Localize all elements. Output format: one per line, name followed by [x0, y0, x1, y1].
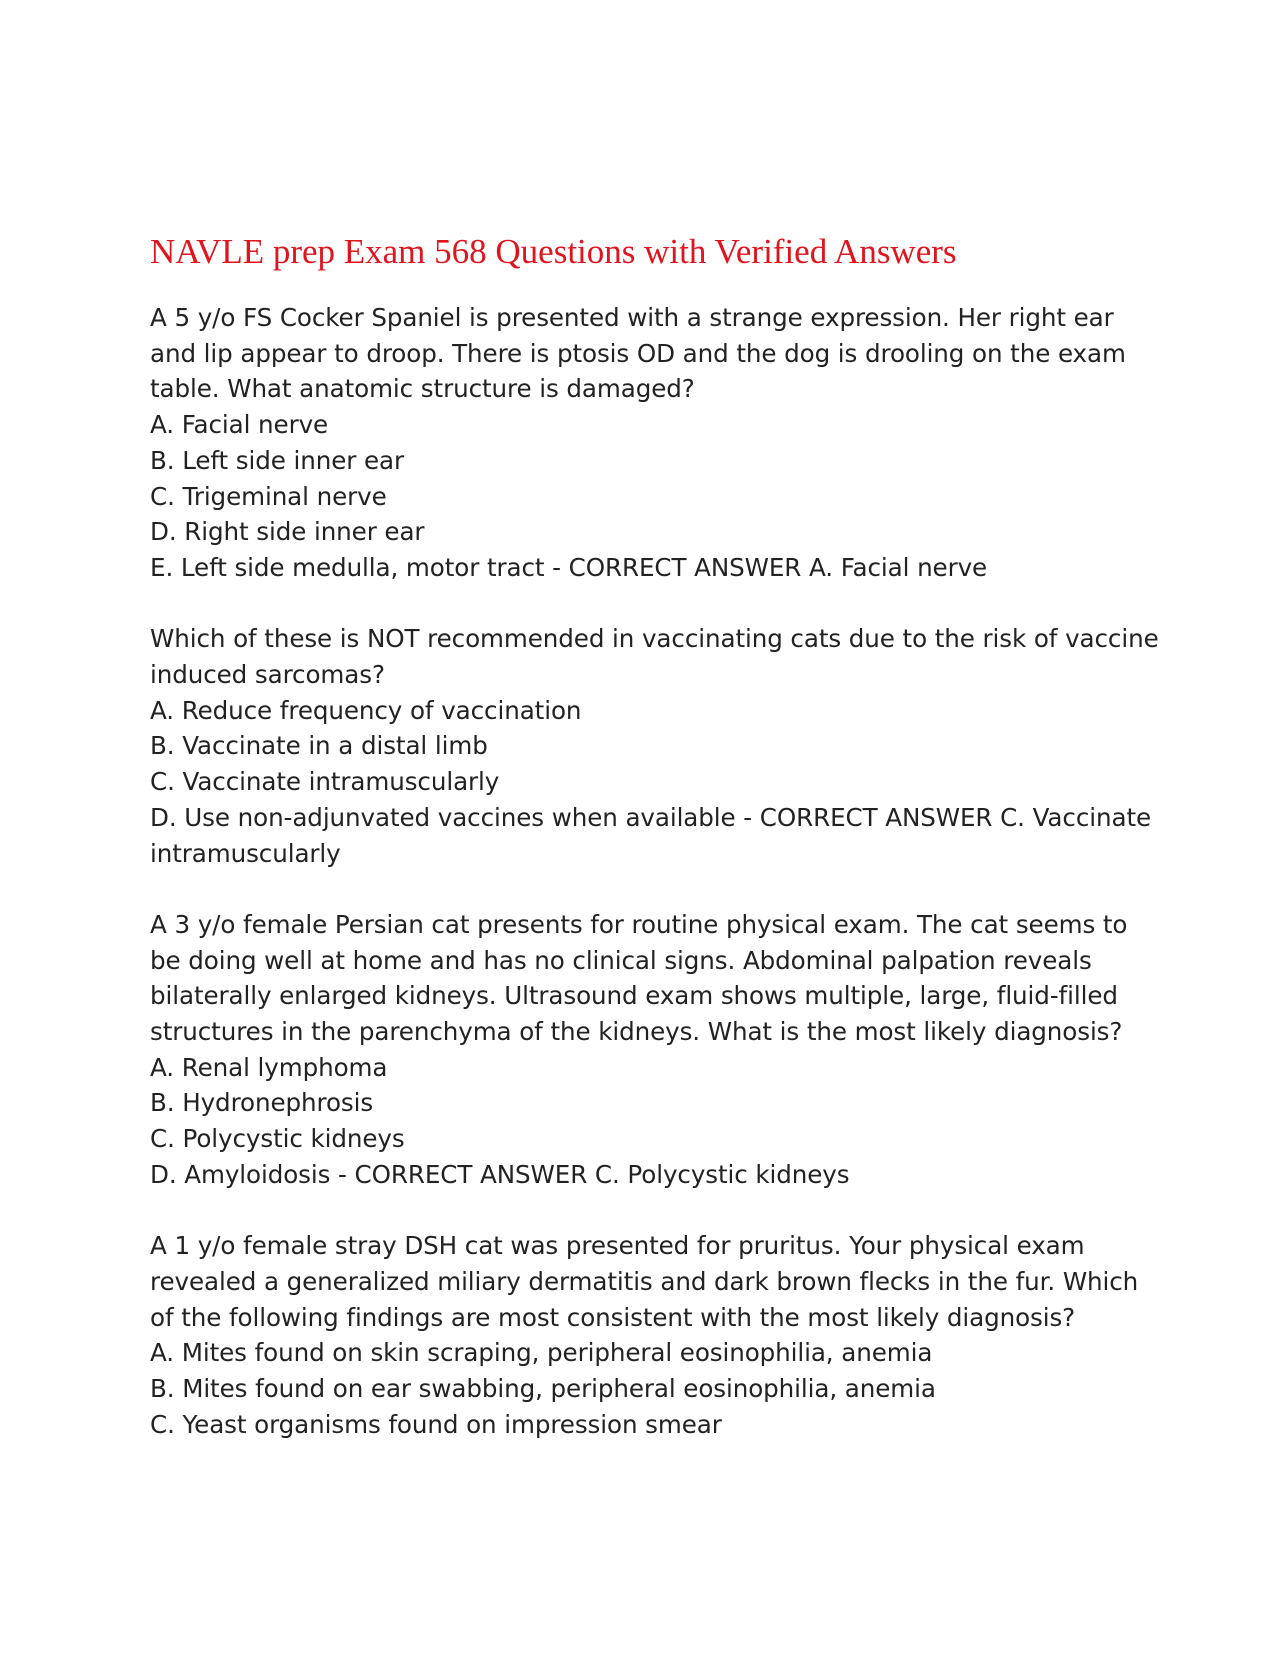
- question-block: [150, 1228, 1150, 1442]
- question-block: [150, 907, 1150, 1193]
- question-text-line: B. Mites found on ear swabbing, peripheral eosinophilia, anemia: [150, 1374, 936, 1404]
- question-text-line: A. Renal lymphoma: [150, 1052, 388, 1082]
- question-text-line: D. Right side inner ear: [150, 517, 425, 547]
- question-text-line: A 5 y/o FS Cocker Spaniel is presented with a strange expression. Her right ear: [150, 303, 1114, 332]
- question-text-line: of the following findings are most consistent with the most likely diagnosis?: [150, 1302, 1076, 1332]
- question-text-line: D. Use non-adjunvated vaccines when available - CORRECT ANSWER C. Vaccinate: [150, 802, 1152, 832]
- question-block: [150, 300, 1150, 586]
- question-text-line: B. Left side inner ear: [150, 445, 404, 475]
- question-text-line: bilaterally enlarged kidneys. Ultrasound exam shows multiple, large, fluid-filled: [150, 981, 1118, 1011]
- question-text-line: intramuscularly: [150, 838, 341, 868]
- question-text-line: table. What anatomic structure is damaged?: [150, 374, 695, 404]
- question-text-line: A 1 y/o female stray DSH cat was presented for pruritus. Your physical exam: [150, 1231, 1085, 1261]
- question-text-line: A. Mites found on skin scraping, peripheral eosinophilia, anemia: [150, 1338, 933, 1368]
- document-body: [150, 228, 1159, 1478]
- question-text-line: C. Vaccinate intramuscularly: [150, 767, 500, 797]
- question-list: [150, 300, 1159, 1442]
- question-text-line: C. Trigeminal nerve: [150, 481, 387, 511]
- question-text-line: A. Facial nerve: [150, 410, 329, 440]
- document-title: NAVLE prep Exam 568 Questions with Verified Answers: [150, 232, 957, 271]
- question-text-line: B. Vaccinate in a distal limb: [150, 731, 488, 761]
- question-text-line: Which of these is NOT recommended in vaccinating cats due to the risk of vaccine: [150, 624, 1159, 654]
- question-text-line: C. Yeast organisms found on impression smear: [150, 1409, 722, 1439]
- question-text-line: and lip appear to droop. There is ptosis OD and the dog is drooling on the exam: [150, 338, 1126, 368]
- question-text-line: A. Reduce frequency of vaccination: [150, 695, 582, 725]
- question-text-line: D. Amyloidosis - CORRECT ANSWER C. Polycystic kidneys: [150, 1159, 850, 1189]
- question-text-line: B. Hydronephrosis: [150, 1088, 374, 1118]
- question-text-line: A 3 y/o female Persian cat presents for routine physical exam. The cat seems to: [150, 909, 1128, 939]
- question-text-line: E. Left side medulla, motor tract - CORRECT ANSWER A. Facial nerve: [150, 552, 988, 582]
- question-text-line: structures in the parenchyma of the kidneys. What is the most likely diagnosis?: [150, 1017, 1123, 1047]
- question-text-line: be doing well at home and has no clinical signs. Abdominal palpation reveals: [150, 945, 1092, 975]
- question-text-line: C. Polycystic kidneys: [150, 1124, 405, 1154]
- question-block: [150, 621, 1159, 871]
- question-text-line: induced sarcomas?: [150, 660, 385, 690]
- question-text-line: revealed a generalized miliary dermatitis and dark brown flecks in the fur. Which: [150, 1266, 1139, 1296]
